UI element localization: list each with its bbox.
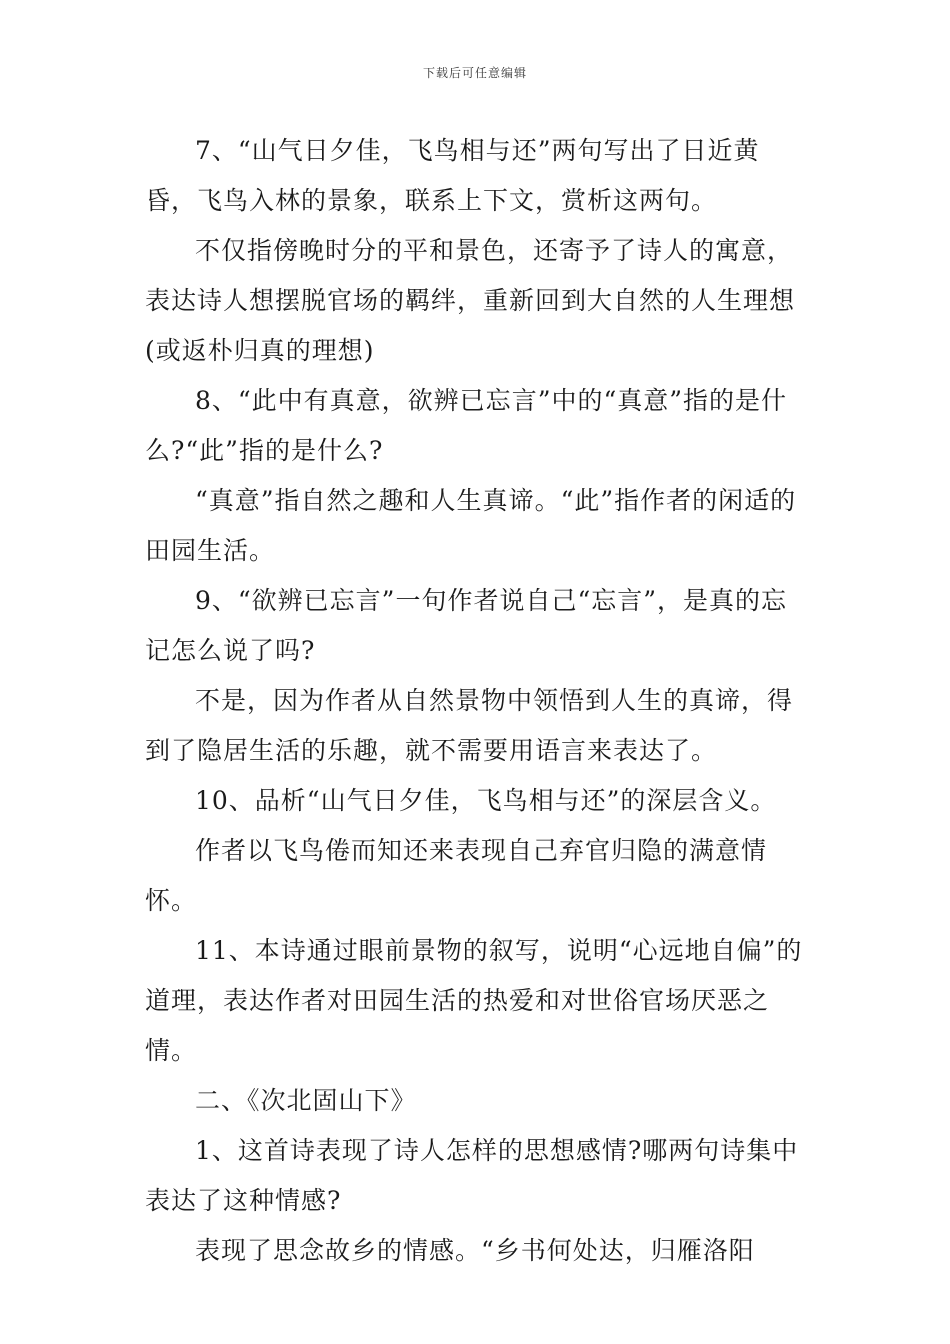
answer-1: 表现了思念故乡的情感。“乡书何处达，归雁洛阳	[195, 1236, 755, 1265]
item-11: 11、本诗通过眼前景物的叙写，说明“心远地自偏”的道理，表达作者对田园生活的热爱和对世俗官场厌恶之情。	[145, 936, 803, 1065]
question-9: 9、“欲辨已忘言”一句作者说自己“忘言”，是真的忘记怎么说了吗?	[145, 586, 788, 665]
document-body	[145, 126, 810, 1276]
question-8: 8、“此中有真意，欲辨已忘言”中的“真意”指的是什么?“此”指的是什么?	[145, 386, 788, 465]
section-heading: 二、《次北固山下》	[195, 1086, 417, 1115]
page-header: 下载后可任意编辑	[422, 66, 527, 80]
question-7: 7、“山气日夕佳，飞鸟相与还”两句写出了日近黄昏，飞鸟入林的景象，联系上下文，赏析这两句。	[145, 136, 760, 215]
question-10: 10、品析“山气日夕佳，飞鸟相与还”的深层含义。	[195, 786, 777, 815]
question-1: 1、这首诗表现了诗人怎样的思想感情?哪两句诗集中表达了这种情感?	[145, 1136, 799, 1215]
answer-7: 不仅指傍晚时分的平和景色，还寄予了诗人的寓意，表达诗人想摆脱官场的羁绊，重新回到大自然的人生理想(或返朴归真的理想)	[145, 236, 796, 365]
answer-10: 作者以飞鸟倦而知还来表现自己弃官归隐的满意情怀。	[145, 836, 768, 915]
answer-9: 不是，因为作者从自然景物中领悟到人生的真谛，得到了隐居生活的乐趣，就不需要用语言来表达了。	[145, 686, 794, 765]
answer-8: “真意”指自然之趣和人生真谛。“此”指作者的闲适的田园生活。	[145, 486, 797, 565]
